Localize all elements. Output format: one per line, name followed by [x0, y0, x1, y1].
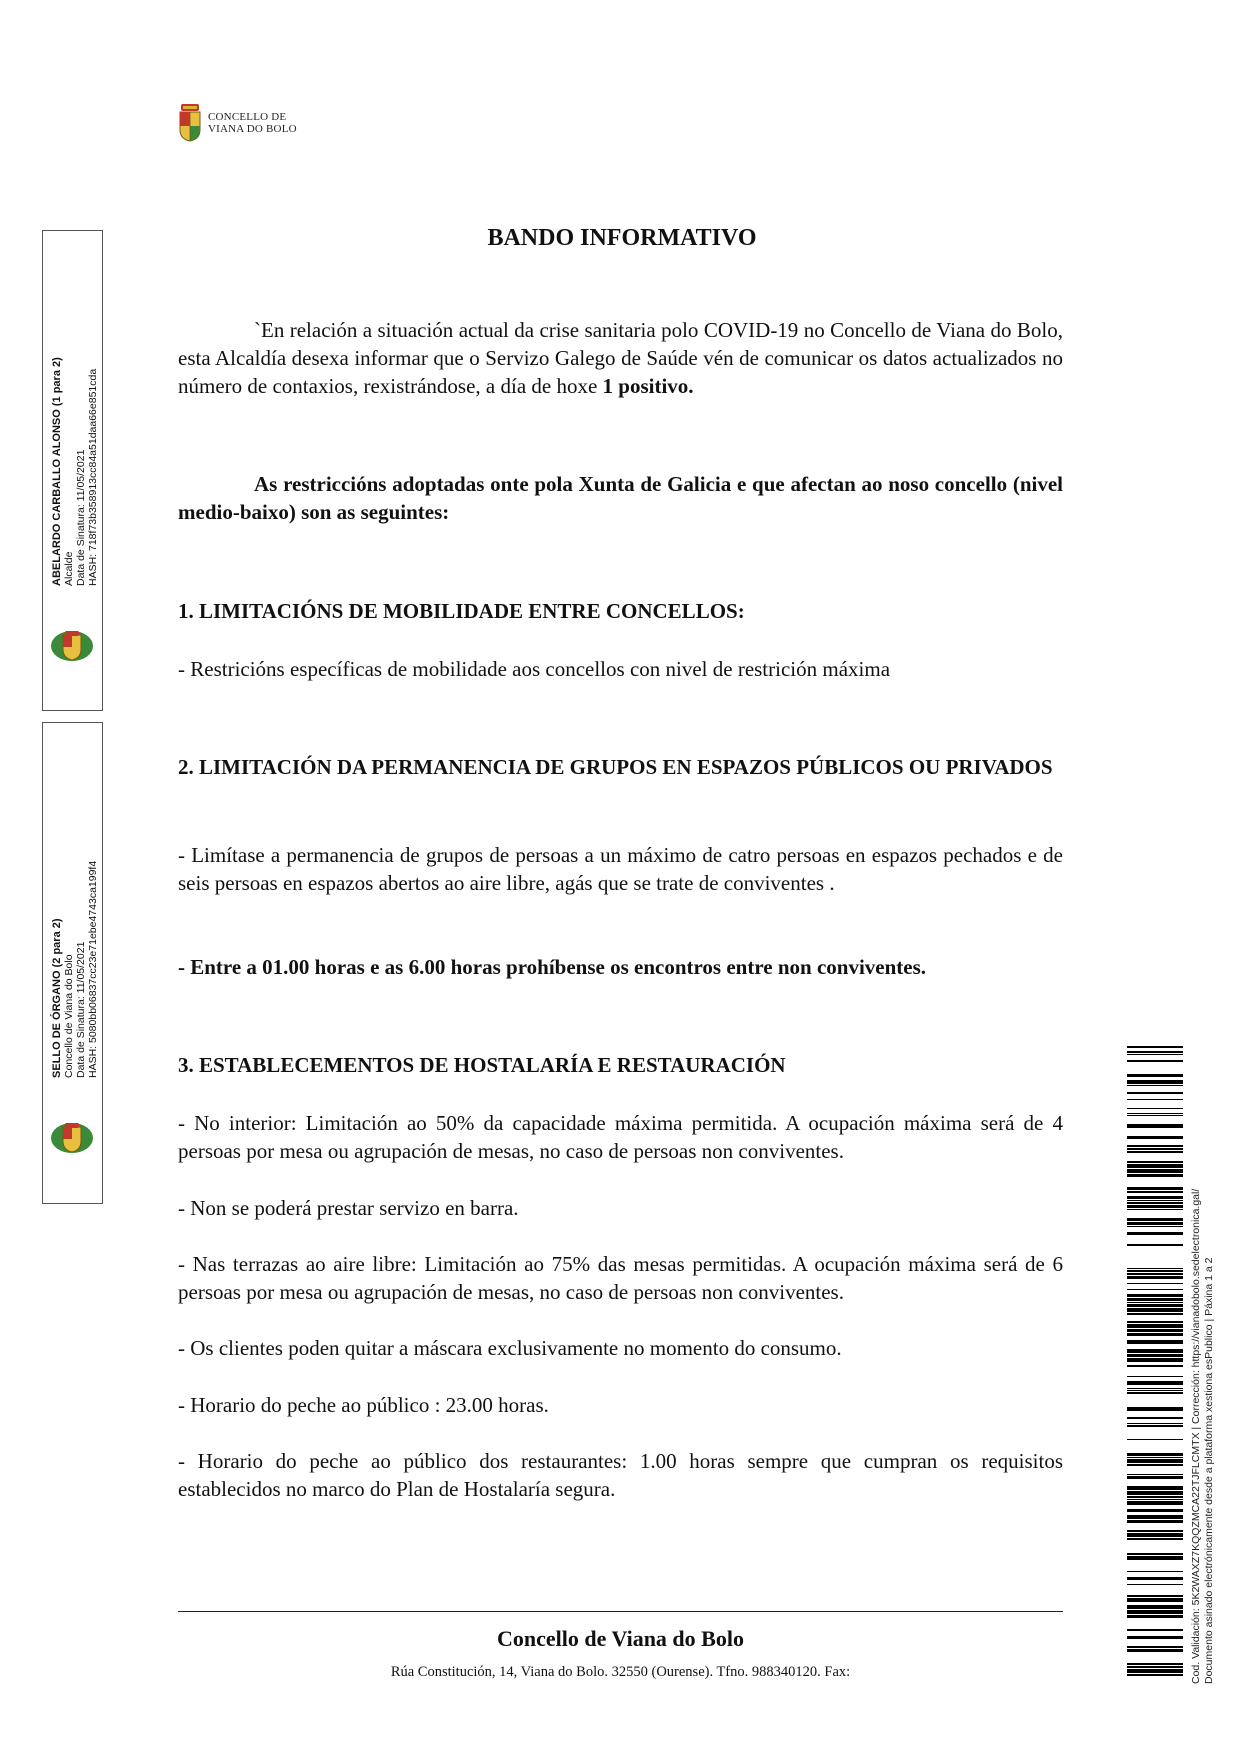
section-2-item: - Limítase a permanencia de grupos de persoas a un máximo de catro persoas en espazos pechados e de seis persoas en espazos abertos ao aire libre, agás que se trate de conviventes . — [178, 843, 1063, 895]
positive-count: 1 positivo. — [602, 374, 694, 398]
barcode-icon — [1127, 1046, 1183, 1681]
footer-address: Rúa Constitución, 14, Viana do Bolo. 32550 (Ourense). Tfno. 988340120. Fax: — [390, 1664, 851, 1680]
restrictions-intro: As restriccións adoptadas onte pola Xunta de Galicia e que afectan ao noso concello (nivel medio-baixo) son as seguintes: — [178, 472, 1063, 524]
signature-box-mayor — [42, 230, 103, 711]
section-heading-1: 1. LIMITACIÓNS DE MOBILIDADE ENTRE CONCELLOS: — [178, 599, 745, 623]
concello-logo — [178, 104, 297, 142]
section-3-item: - Nas terrazas ao aire libre: Limitación ao 75% das mesas permitidas. A ocupación máxima será de 6 persoas por mesa ou agrupación de mesas, no caso de persoas non conviventes. — [178, 1252, 1063, 1304]
logo-text — [208, 111, 297, 135]
section-3-item: - Non se poderá prestar servizo en barra. — [178, 1196, 519, 1220]
signer-role: Concello de Viana do Bolo — [63, 954, 75, 1078]
logo-line-2: VIANA DO BOLO — [208, 123, 297, 135]
footer-divider — [178, 1611, 1063, 1612]
signature-text — [51, 798, 99, 1078]
signature-box-seal — [42, 722, 103, 1204]
validation-code: Cod. Validación: 5K2WAXZ7KQQZMCA22TJFLCMTX | Corrección: https://vianadobolo.sedelectronica.gal/ — [1190, 1188, 1202, 1684]
signer-role: Alcalde — [63, 551, 75, 586]
section-1-item: - Restricións específicas de mobilidade aos concellos con nivel de restrición máxima — [178, 657, 891, 681]
signature-date: Data de Sinatura: 11/05/2021 — [75, 941, 87, 1078]
document-title: BANDO INFORMATIVO — [487, 225, 757, 251]
signer-name: ABELARDO CARBALLO ALONSO (1 para 2) — [51, 357, 63, 586]
logo-line-1: CONCELLO DE — [208, 111, 287, 123]
seal-icon — [49, 629, 95, 668]
section-2-item: - Entre a 01.00 horas e as 6.00 horas prohíbense os encontros entre non conviventes. — [178, 955, 927, 979]
validation-note: Documento asinado electrónicamente desde a plataforma xestiona esPublico | Páxina 1 a 2 — [1203, 1257, 1215, 1684]
signature-text — [51, 306, 99, 586]
section-heading-2: 2. LIMITACIÓN DA PERMANENCIA DE GRUPOS EN ESPAZOS PÚBLICOS OU PRIVADOS — [178, 755, 1053, 779]
signer-name: SELLO DE ÓRGANO (2 para 2) — [51, 918, 63, 1078]
signature-hash: HASH: 718f73b358913cc84a51daa66e851cda — [87, 368, 99, 586]
coat-of-arms-icon — [178, 104, 202, 142]
section-3-item: - Os clientes poden quitar a máscara exclusivamente no momento do consumo. — [178, 1336, 842, 1360]
footer-organization: Concello de Viana do Bolo — [497, 1626, 744, 1651]
section-3-item: - Horario do peche ao público dos restaurantes: 1.00 horas sempre que cumpran os requisitos establecidos no marco do Plan de Hostalaría segura. — [178, 1449, 1063, 1501]
section-3-item: - No interior: Limitación ao 50% da capacidade máxima permitida. A ocupación máxima será de 4 persoas por mesa ou agrupación de mesas, no caso de persoas non conviventes. — [178, 1111, 1063, 1163]
intro-paragraph — [178, 316, 1063, 400]
signature-hash: HASH: 5080bb06837cc23e71ebe4743ca199f4 — [87, 860, 99, 1078]
signature-date: Data de Sinatura: 11/05/2021 — [75, 449, 87, 586]
section-3-item: - Horario do peche ao público : 23.00 horas. — [178, 1393, 549, 1417]
intro-text: `En relación a situación actual da crise sanitaria polo COVID-19 no Concello de Viana do Bolo, esta Alcaldía desexa informar que o Servizo Galego de Saúde vén de comunicar os datos actualizados no número de contaxios, rexistrándose, a día de hoxe — [178, 318, 1063, 398]
section-heading-3: 3. ESTABLECEMENTOS DE HOSTALARÍA E RESTAURACIÓN — [178, 1053, 786, 1077]
seal-icon — [49, 1121, 95, 1160]
